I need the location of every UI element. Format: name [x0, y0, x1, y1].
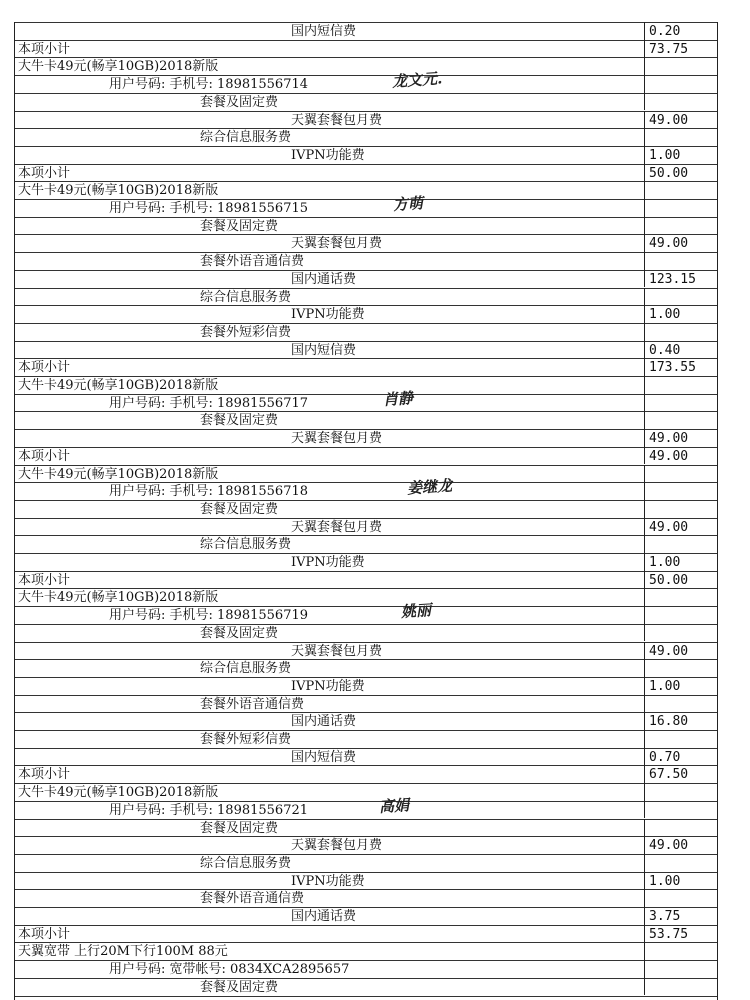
- column-divider: [644, 394, 645, 412]
- item-label: 国内短信费: [291, 342, 357, 358]
- table-row: [15, 500, 717, 518]
- table-row: [15, 93, 717, 111]
- item-label: IVPN功能费: [291, 555, 365, 570]
- item-label: 国内通话费: [291, 714, 357, 730]
- table-row: [15, 960, 717, 978]
- item-label: 用户号码: 手机号: 18981556717: [109, 395, 309, 411]
- handwritten-signature: 方萌: [392, 193, 424, 215]
- item-amount: 49.00: [649, 519, 689, 535]
- table-row: [15, 535, 717, 553]
- column-divider: [644, 199, 645, 217]
- item-label: 大牛卡49元(畅享10GB)2018新版: [18, 183, 219, 199]
- table-row: [15, 712, 717, 730]
- column-divider: [644, 854, 645, 872]
- item-label: IVPN功能费: [291, 147, 365, 163]
- column-divider: [644, 783, 645, 801]
- handwritten-signature: 姜继龙: [406, 476, 453, 498]
- table-row: [15, 57, 717, 75]
- column-divider: [644, 518, 645, 536]
- item-amount: 0.20: [649, 24, 681, 39]
- handwritten-signature: 姚丽: [400, 601, 432, 622]
- item-amount: 50.00: [649, 165, 689, 181]
- table-row: [15, 429, 717, 447]
- table-row: [15, 606, 717, 624]
- column-divider: [644, 606, 645, 624]
- table-row: [15, 288, 717, 306]
- item-label: 大牛卡49元(畅享10GB)2018新版: [18, 785, 219, 801]
- item-amount: 50.00: [649, 572, 689, 588]
- item-label: 天翼宽带 上行20M下行100M 88元: [18, 944, 228, 960]
- table-row: [15, 518, 717, 536]
- item-label: 本项小计: [18, 41, 71, 57]
- item-amount: 49.00: [649, 643, 689, 659]
- column-divider: [644, 447, 645, 465]
- column-divider: [644, 942, 645, 960]
- item-label: 用户号码: 手机号: 18981556718: [109, 484, 309, 500]
- column-divider: [644, 925, 645, 943]
- table-row: [15, 765, 717, 783]
- item-label: IVPN功能费: [291, 307, 365, 323]
- table-row: [15, 801, 717, 819]
- table-row: [15, 942, 717, 960]
- table-row: [15, 482, 717, 500]
- column-divider: [644, 695, 645, 713]
- column-divider: [644, 93, 645, 111]
- column-divider: [644, 907, 645, 925]
- table-row: [15, 270, 717, 288]
- column-divider: [644, 146, 645, 164]
- table-row: [15, 730, 717, 748]
- item-label: IVPN功能费: [291, 678, 365, 694]
- item-amount: 49.00: [649, 431, 689, 447]
- item-label: 套餐外语音通信费: [200, 891, 305, 907]
- item-label: 用户号码: 宽带帐号: 0834XCA2895657: [109, 962, 350, 978]
- column-divider: [644, 358, 645, 376]
- column-divider: [644, 500, 645, 518]
- item-label: 综合信息服务费: [200, 130, 292, 146]
- table-row: [15, 252, 717, 270]
- table-row: [15, 624, 717, 642]
- item-amount: 1.00: [649, 678, 681, 694]
- item-label: 天翼套餐包月费: [291, 112, 383, 128]
- table-row: [15, 783, 717, 801]
- column-divider: [644, 978, 645, 996]
- column-divider: [644, 411, 645, 429]
- item-amount: 0.40: [649, 342, 681, 358]
- table-row: [15, 571, 717, 589]
- table-row: [15, 854, 717, 872]
- item-label: 天翼套餐包月费: [291, 519, 383, 535]
- item-label: 综合信息服务费: [200, 289, 292, 305]
- item-amount: 49.00: [649, 236, 689, 252]
- column-divider: [644, 642, 645, 660]
- column-divider: [644, 305, 645, 323]
- item-label: 套餐及固定费: [200, 413, 279, 429]
- item-label: 天翼套餐包月费: [291, 236, 383, 252]
- column-divider: [644, 288, 645, 306]
- column-divider: [644, 553, 645, 571]
- column-divider: [644, 588, 645, 606]
- table-row: [15, 40, 717, 58]
- item-amount: 53.75: [649, 926, 689, 942]
- item-amount: 73.75: [649, 41, 689, 57]
- item-label: 套餐及固定费: [200, 820, 279, 836]
- handwritten-signature: 高娟: [378, 795, 410, 816]
- table-row: [15, 872, 717, 890]
- column-divider: [644, 535, 645, 553]
- column-divider: [644, 57, 645, 75]
- item-amount: 16.80: [649, 714, 689, 730]
- table-row: [15, 588, 717, 606]
- column-divider: [644, 765, 645, 783]
- item-label: 本项小计: [18, 926, 71, 942]
- column-divider: [644, 164, 645, 182]
- table-row: [15, 642, 717, 660]
- column-divider: [644, 376, 645, 394]
- column-divider: [644, 748, 645, 766]
- handwritten-signature: 龙文元.: [391, 69, 443, 91]
- column-divider: [644, 677, 645, 695]
- item-label: 套餐及固定费: [200, 218, 279, 234]
- table-row: [15, 447, 717, 465]
- column-divider: [644, 323, 645, 341]
- item-label: 本项小计: [18, 165, 71, 181]
- table-row: [15, 907, 717, 925]
- item-amount: 173.55: [649, 360, 696, 376]
- table-row: [15, 836, 717, 854]
- item-label: 本项小计: [18, 360, 71, 376]
- column-divider: [644, 960, 645, 978]
- table-row: [15, 146, 717, 164]
- item-label: 本项小计: [18, 572, 71, 588]
- table-row: [15, 677, 717, 695]
- table-row: [15, 323, 717, 341]
- table-row: [15, 217, 717, 235]
- item-amount: 1.00: [649, 873, 681, 889]
- column-divider: [644, 217, 645, 235]
- column-divider: [644, 181, 645, 199]
- column-divider: [644, 270, 645, 288]
- column-divider: [644, 465, 645, 483]
- table-row: [15, 22, 717, 40]
- item-label: 综合信息服务费: [200, 661, 292, 677]
- column-divider: [644, 872, 645, 890]
- item-label: 天翼套餐包月费: [291, 838, 383, 854]
- item-amount: 67.50: [649, 767, 689, 783]
- table-row: [15, 199, 717, 217]
- column-divider: [644, 234, 645, 252]
- column-divider: [644, 22, 645, 40]
- item-amount: 123.15: [649, 271, 696, 287]
- column-divider: [644, 836, 645, 854]
- item-label: 用户号码: 手机号: 18981556714: [109, 77, 309, 93]
- item-amount: 49.00: [649, 448, 689, 464]
- table-row: [15, 111, 717, 129]
- table-row: [15, 128, 717, 146]
- table-row: [15, 695, 717, 713]
- item-amount: 49.00: [649, 838, 689, 854]
- item-label: 用户号码: 手机号: 18981556715: [109, 201, 309, 216]
- table-row: [15, 164, 717, 182]
- item-label: 大牛卡49元(畅享10GB)2018新版: [18, 59, 219, 75]
- item-label: 国内通话费: [291, 271, 357, 287]
- column-divider: [644, 111, 645, 129]
- table-row: [15, 376, 717, 394]
- bill-table: [14, 22, 718, 1000]
- item-label: 套餐外短彩信费: [200, 732, 292, 747]
- table-row: [15, 358, 717, 376]
- item-label: 天翼套餐包月费: [291, 431, 383, 447]
- column-divider: [644, 482, 645, 500]
- table-row: [15, 181, 717, 199]
- item-label: 国内短信费: [291, 24, 357, 39]
- table-row: [15, 819, 717, 837]
- item-label: 综合信息服务费: [200, 537, 292, 553]
- item-amount: 1.00: [649, 147, 681, 163]
- table-row: [15, 748, 717, 766]
- column-divider: [644, 75, 645, 93]
- column-divider: [644, 659, 645, 677]
- column-divider: [644, 889, 645, 907]
- item-label: 综合信息服务费: [200, 855, 292, 871]
- table-row: [15, 553, 717, 571]
- table-row: [15, 411, 717, 429]
- column-divider: [644, 341, 645, 359]
- item-label: 套餐及固定费: [200, 501, 279, 517]
- table-row: [15, 75, 717, 93]
- column-divider: [644, 128, 645, 146]
- item-label: 国内通话费: [291, 909, 357, 924]
- item-label: 套餐外短彩信费: [200, 324, 292, 340]
- item-amount: 0.70: [649, 749, 681, 765]
- table-row: [15, 925, 717, 943]
- item-label: IVPN功能费: [291, 873, 365, 889]
- table-row: [15, 305, 717, 323]
- item-label: 套餐及固定费: [200, 979, 279, 995]
- item-label: 用户号码: 手机号: 18981556719: [109, 608, 309, 624]
- item-label: 本项小计: [18, 448, 71, 464]
- table-row: [15, 889, 717, 907]
- item-label: 大牛卡49元(畅享10GB)2018新版: [18, 590, 219, 606]
- column-divider: [644, 730, 645, 748]
- item-label: 本项小计: [18, 767, 71, 783]
- item-label: 套餐及固定费: [200, 625, 279, 641]
- handwritten-signature: 肖静: [382, 388, 414, 409]
- item-label: 套餐外语音通信费: [200, 254, 305, 270]
- column-divider: [644, 819, 645, 837]
- table-row: [15, 465, 717, 483]
- column-divider: [644, 252, 645, 270]
- column-divider: [644, 801, 645, 819]
- column-divider: [644, 571, 645, 589]
- table-row: [15, 978, 717, 996]
- item-amount: 49.00: [649, 112, 689, 128]
- column-divider: [644, 712, 645, 730]
- item-label: 套餐外语音通信费: [200, 696, 305, 712]
- column-divider: [644, 40, 645, 58]
- table-row: [15, 341, 717, 359]
- item-label: 套餐及固定费: [200, 94, 279, 110]
- item-amount: 3.75: [649, 909, 681, 924]
- table-row: [15, 659, 717, 677]
- table-bottom-border: [15, 996, 717, 997]
- item-amount: 1.00: [649, 555, 681, 570]
- item-label: 天翼套餐包月费: [291, 643, 383, 659]
- column-divider: [644, 624, 645, 642]
- column-divider: [644, 429, 645, 447]
- item-label: 用户号码: 手机号: 18981556721: [109, 802, 309, 818]
- item-amount: 1.00: [649, 307, 681, 323]
- table-row: [15, 394, 717, 412]
- item-label: 国内短信费: [291, 749, 357, 765]
- table-row: [15, 234, 717, 252]
- item-label: 大牛卡49元(畅享10GB)2018新版: [18, 378, 219, 393]
- item-label: 大牛卡49元(畅享10GB)2018新版: [18, 466, 219, 482]
